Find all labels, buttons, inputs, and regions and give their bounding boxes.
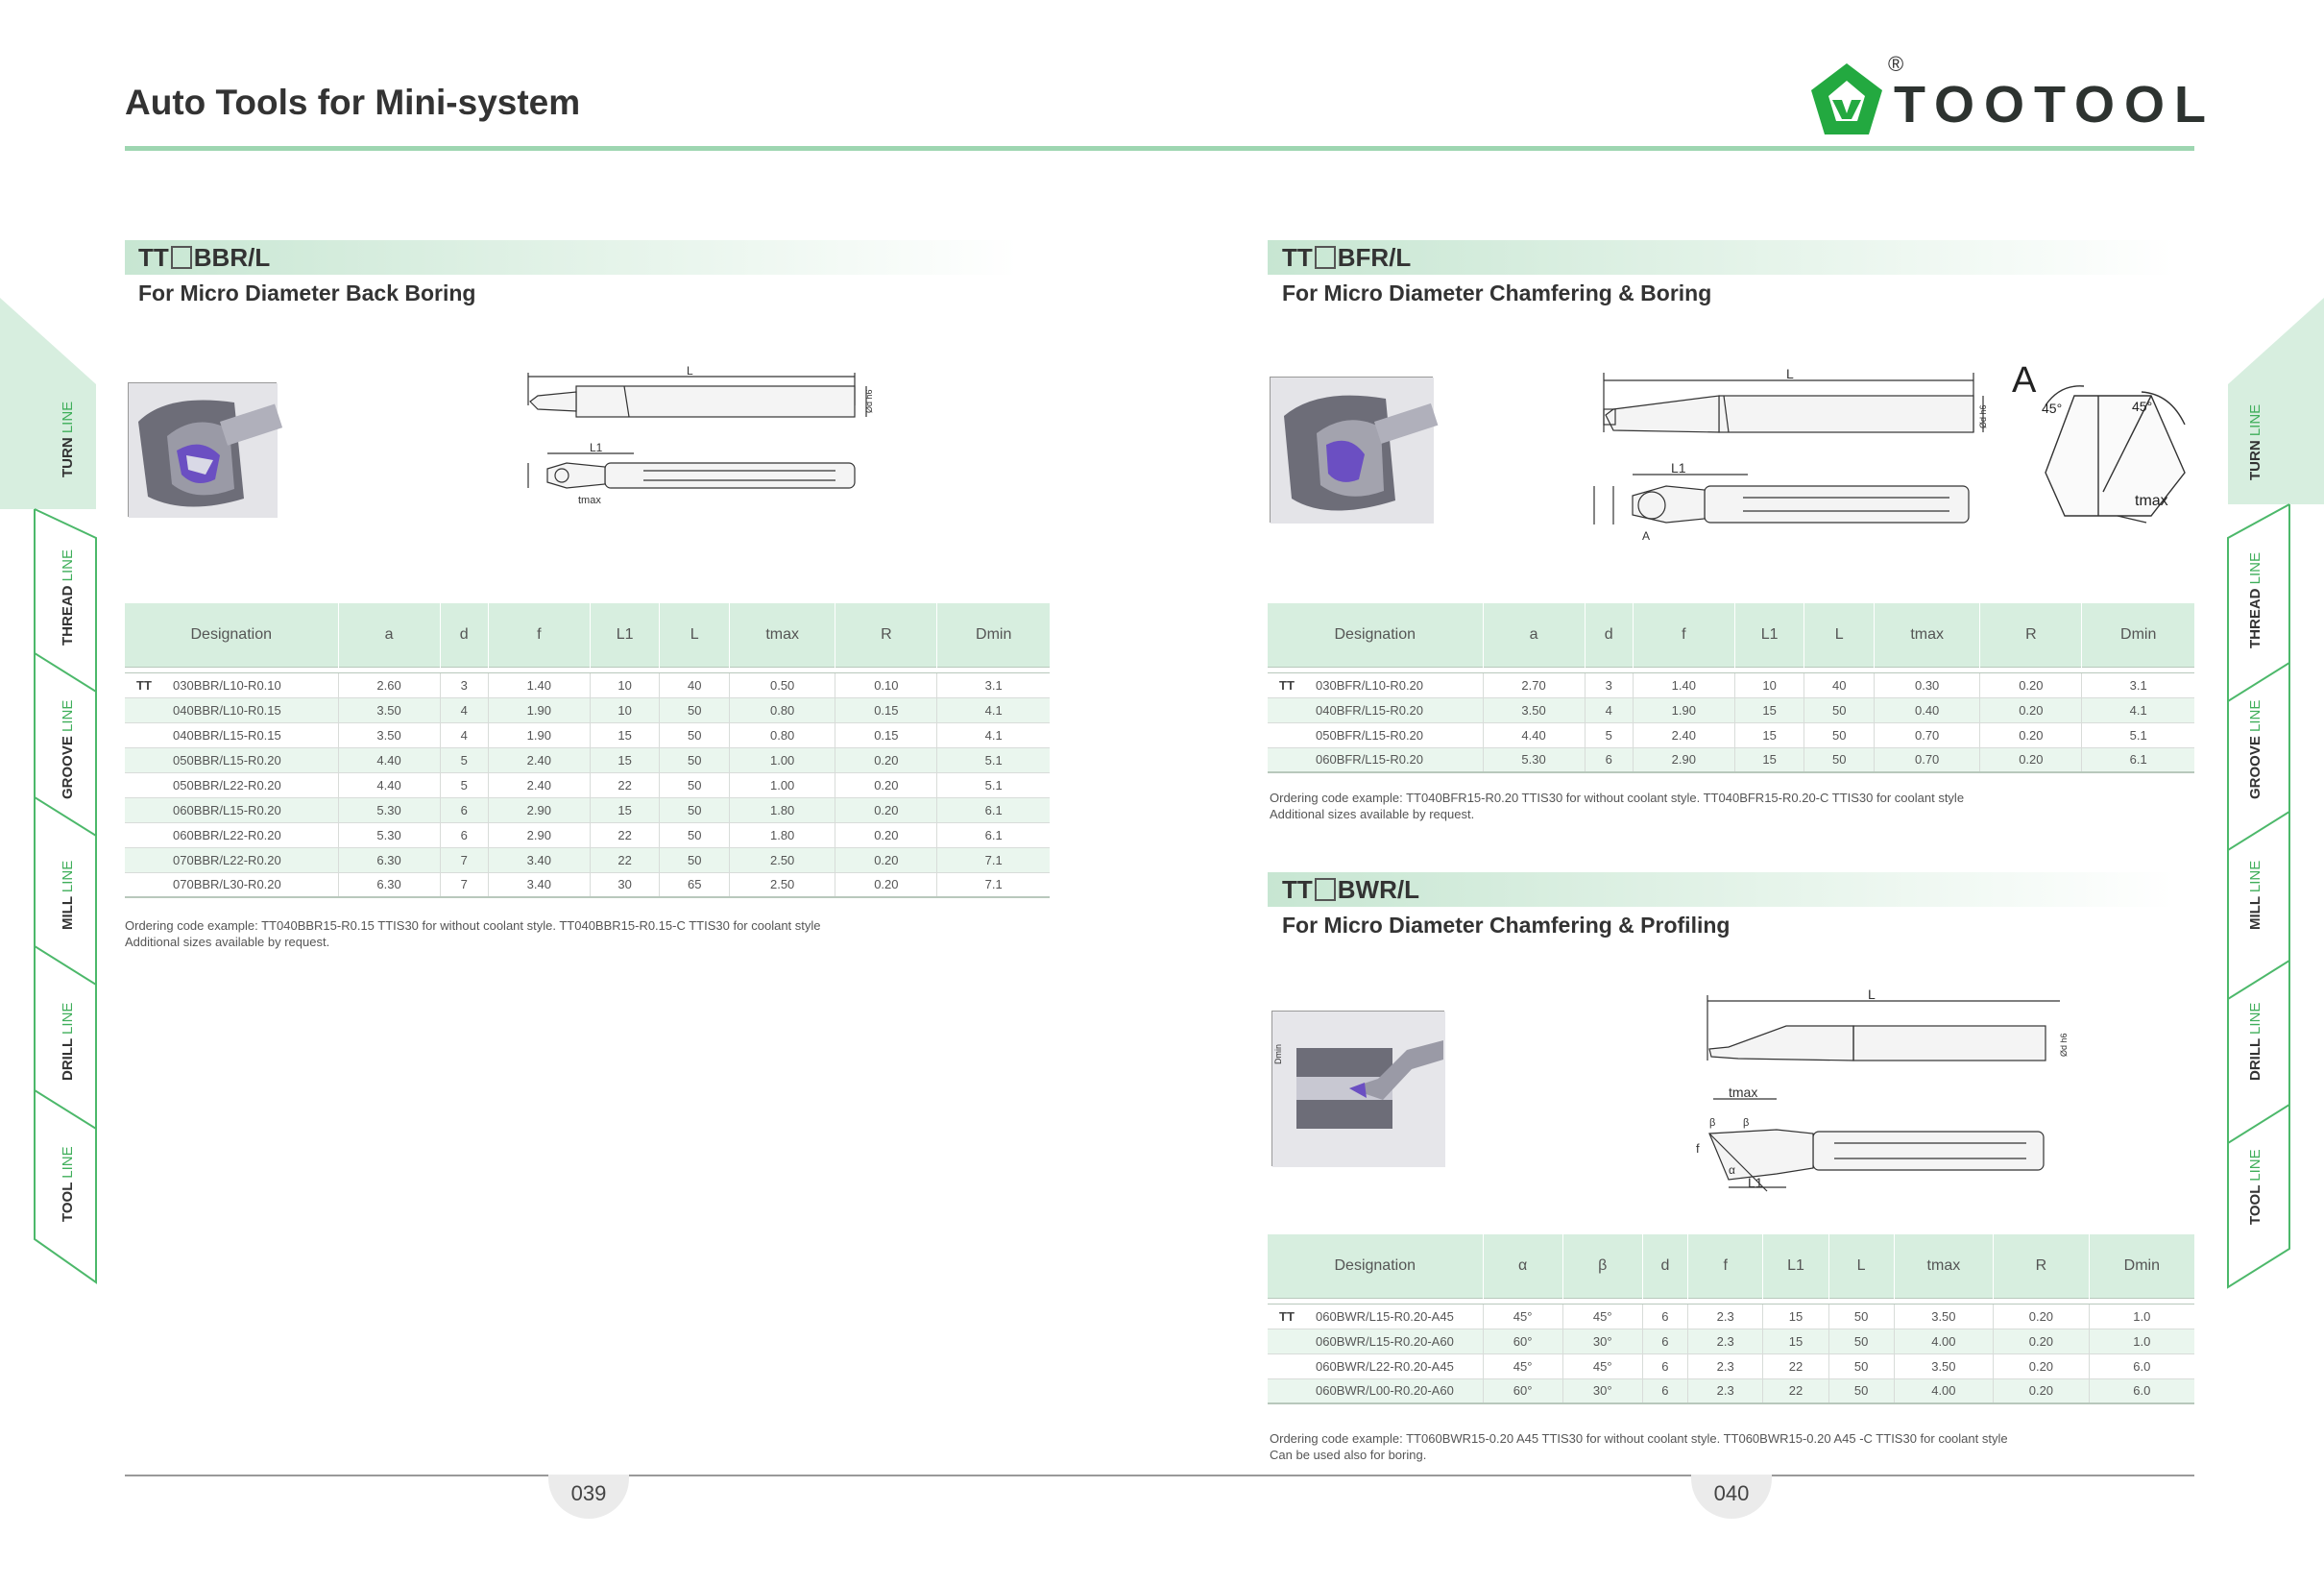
col-header: a (338, 603, 440, 667)
table-cell: 22 (590, 772, 660, 797)
table-cell: 0.70 (1875, 747, 1980, 772)
table-cell: 1.0 (2089, 1304, 2194, 1329)
table-cell: 0.20 (1994, 1378, 2090, 1403)
bwr-section-title: TT BWR/L (1282, 875, 1419, 904)
table-cell: 0.80 (730, 722, 835, 747)
bfr-detail-a-drawing (2007, 357, 2209, 530)
bbr-product-photo (128, 382, 277, 517)
designation-cell (125, 847, 338, 872)
bwr-dim-l1: L1 (1748, 1175, 1763, 1190)
table-cell: 6 (1642, 1353, 1687, 1378)
table-cell: 6 (440, 822, 488, 847)
table-cell: 1.00 (730, 747, 835, 772)
table-cell: 1.90 (488, 722, 590, 747)
table-cell: 10 (590, 697, 660, 722)
table-cell: 2.3 (1687, 1304, 1763, 1329)
table-row (125, 847, 1050, 872)
table-cell: 4 (440, 697, 488, 722)
bbr-note-line-2: Additional sizes available by request. (125, 935, 330, 949)
table-cell: 0.20 (835, 872, 937, 897)
col-header: a (1483, 603, 1585, 667)
placeholder-box-icon (171, 246, 192, 269)
col-header: L (1828, 1234, 1894, 1298)
col-header: L1 (1763, 1234, 1828, 1298)
table-row (125, 722, 1050, 747)
table-row (1268, 697, 2194, 722)
table-cell: 2.50 (730, 847, 835, 872)
table-cell: 50 (660, 747, 730, 772)
page-title: Auto Tools for Mini-system (125, 83, 581, 122)
bbr-spec-table (125, 603, 1050, 898)
table-cell: 3.40 (488, 847, 590, 872)
bfr-detail-a-label: A (2012, 360, 2037, 401)
bbr-section-subtitle: For Micro Diameter Back Boring (138, 280, 476, 305)
table-cell: 4.40 (1483, 722, 1585, 747)
col-header: R (1980, 603, 2082, 667)
table-cell: 45° (1562, 1304, 1642, 1329)
bwr-dim-alpha: α (1729, 1163, 1735, 1177)
col-header: R (1994, 1234, 2090, 1298)
table-cell: 1.40 (1633, 672, 1734, 697)
table-cell: 15 (1734, 697, 1804, 722)
bwr-dim-f: f (1696, 1141, 1700, 1156)
table-cell: 10 (1734, 672, 1804, 697)
footer-rule (125, 1475, 2194, 1476)
table-cell: 6.30 (338, 872, 440, 897)
bwr-note-line-1: Ordering code example: TT060BWR15-0.20 A45 TTIS30 for without coolant style. TT060BWR15-0.20 A45 -C TTIS30 for coolant style (1270, 1431, 2008, 1446)
col-header: Designation (125, 603, 338, 667)
designation-cell (125, 722, 338, 747)
bfr-angle-1: 45° (2042, 401, 2063, 416)
table-cell: 6.0 (2089, 1353, 2194, 1378)
table-cell: 0.20 (1994, 1304, 2090, 1329)
table-cell: 50 (1828, 1378, 1894, 1403)
bfr-section-subtitle: For Micro Diameter Chamfering & Boring (1282, 280, 1712, 305)
table-cell: 6 (1642, 1329, 1687, 1353)
table-cell: 4.1 (937, 722, 1050, 747)
bfr-note-line-2: Additional sizes available by request. (1270, 807, 1475, 821)
designation-code: 060BWR/L15-R0.20-A60 (1316, 1333, 1454, 1349)
left-side-tabs (0, 0, 106, 1306)
table-cell: 5 (440, 772, 488, 797)
designation-cell (125, 797, 338, 822)
table-cell: 60° (1483, 1378, 1562, 1403)
table-cell: 50 (660, 797, 730, 822)
table-row (125, 797, 1050, 822)
table-cell: 22 (1763, 1353, 1828, 1378)
col-header: f (1633, 603, 1734, 667)
bwr-technical-drawing (1671, 987, 2069, 1191)
table-cell: 10 (590, 672, 660, 697)
placeholder-box-icon (1315, 246, 1336, 269)
table-cell: 22 (590, 847, 660, 872)
bwr-section-subtitle: For Micro Diameter Chamfering & Profiling (1282, 913, 1731, 938)
table-cell: 30° (1562, 1329, 1642, 1353)
designation-cell (125, 747, 338, 772)
table-cell: 0.15 (835, 722, 937, 747)
table-cell: 22 (590, 822, 660, 847)
designation-code: 060BFR/L15-R0.20 (1316, 752, 1424, 768)
right-side-tabs (2218, 0, 2324, 1306)
table-cell: 3 (1585, 672, 1633, 697)
table-cell: 0.15 (835, 697, 937, 722)
bfr-section-title: TT BFR/L (1282, 243, 1412, 272)
designation-cell (125, 822, 338, 847)
designation-code: 040BFR/L15-R0.20 (1316, 702, 1424, 718)
designation-code: 050BBR/L15-R0.20 (173, 752, 281, 768)
table-cell: 6 (1585, 747, 1633, 772)
col-header: tmax (1894, 1234, 1993, 1298)
designation-cell (1268, 747, 1483, 772)
table-cell: 5.1 (937, 772, 1050, 797)
table-cell: 6.1 (937, 822, 1050, 847)
table-cell: 6.30 (338, 847, 440, 872)
table-row (1268, 1329, 2194, 1353)
side-tab-turn-left[interactable]: TURN LINE (60, 401, 76, 477)
table-cell: 2.60 (338, 672, 440, 697)
table-row (1268, 1304, 2194, 1329)
bwr-photo-dmin-label: Dmin (1273, 1043, 1283, 1064)
bbr-ordering-note (125, 917, 821, 950)
table-cell: 6 (440, 797, 488, 822)
table-cell: 30 (590, 872, 660, 897)
table-cell: 4 (1585, 697, 1633, 722)
table-cell: 6.1 (937, 797, 1050, 822)
table-cell: 0.20 (835, 822, 937, 847)
placeholder-box-icon (1315, 878, 1336, 901)
side-tab-mill-right[interactable]: MILL LINE (2247, 860, 2263, 930)
designation-code: 060BBR/L22-R0.20 (173, 827, 281, 842)
table-cell: 2.70 (1483, 672, 1585, 697)
table-cell: 22 (1763, 1378, 1828, 1403)
bbr-technical-drawing (509, 363, 874, 517)
header-rule (125, 146, 2194, 151)
designation-code: 070BBR/L30-R0.20 (173, 877, 281, 892)
table-cell: 3.40 (488, 872, 590, 897)
col-header: d (1585, 603, 1633, 667)
table-cell: 15 (1763, 1304, 1828, 1329)
table-cell: 5.30 (338, 797, 440, 822)
col-header: L1 (590, 603, 660, 667)
table-cell: 0.20 (835, 772, 937, 797)
col-header: Designation (1268, 603, 1483, 667)
bwr-dim-l: L (1868, 987, 1876, 1002)
table-cell: 3.50 (1894, 1353, 1993, 1378)
table-cell: 3.50 (1894, 1304, 1993, 1329)
designation-code: 040BBR/L10-R0.15 (173, 702, 281, 718)
table-cell: 50 (1804, 722, 1875, 747)
table-cell: 2.50 (730, 872, 835, 897)
table-cell: 0.20 (1980, 722, 2082, 747)
table-cell: 1.0 (2089, 1329, 2194, 1353)
table-row (1268, 722, 2194, 747)
bwr-spec-table (1268, 1234, 2194, 1404)
table-cell: 45° (1483, 1353, 1562, 1378)
table-row (1268, 747, 2194, 772)
bwr-dim-tmax: tmax (1729, 1085, 1758, 1100)
table-cell: 1.40 (488, 672, 590, 697)
table-cell: 0.80 (730, 697, 835, 722)
designation-code: 060BWR/L15-R0.20-A45 (1316, 1308, 1454, 1324)
bwr-product-photo (1271, 1011, 1444, 1166)
table-cell: 4.40 (338, 747, 440, 772)
table-cell: 50 (1804, 697, 1875, 722)
col-header: Dmin (2082, 603, 2194, 667)
table-cell: 4 (440, 722, 488, 747)
table-cell: 1.00 (730, 772, 835, 797)
table-cell: 2.3 (1687, 1353, 1763, 1378)
table-cell: 50 (660, 697, 730, 722)
side-tab-thread-left[interactable]: THREAD LINE (60, 549, 76, 646)
table-cell: 2.3 (1687, 1378, 1763, 1403)
table-cell: 50 (660, 722, 730, 747)
table-cell: 2.3 (1687, 1329, 1763, 1353)
designation-cell (1268, 1353, 1483, 1378)
table-cell: 4.1 (2082, 697, 2194, 722)
table-cell: 60° (1483, 1329, 1562, 1353)
bbr-section-title: TT BBR/L (138, 243, 271, 272)
table-cell: 0.50 (730, 672, 835, 697)
designation-cell (125, 672, 338, 697)
table-cell: 4.00 (1894, 1378, 1993, 1403)
table-cell: 50 (1828, 1329, 1894, 1353)
page-number-left: 039 (548, 1475, 629, 1519)
table-cell: 15 (590, 722, 660, 747)
table-cell: 15 (1763, 1329, 1828, 1353)
table-cell: 4.1 (937, 697, 1050, 722)
col-header: tmax (730, 603, 835, 667)
table-cell: 0.10 (835, 672, 937, 697)
designation-cell (125, 772, 338, 797)
table-cell: 2.40 (488, 772, 590, 797)
table-cell: 65 (660, 872, 730, 897)
table-cell: 0.20 (1980, 747, 2082, 772)
table-cell: 0.20 (835, 847, 937, 872)
table-cell: 5.1 (937, 747, 1050, 772)
side-tab-turn-right[interactable]: TURN LINE (2247, 403, 2263, 480)
bfr-dim-tmax: tmax (2135, 493, 2168, 509)
table-cell: 50 (1828, 1304, 1894, 1329)
designation-code: 050BBR/L22-R0.20 (173, 777, 281, 792)
table-cell: 7.1 (937, 872, 1050, 897)
table-cell: 30° (1562, 1378, 1642, 1403)
table-cell: 1.80 (730, 822, 835, 847)
table-cell: 0.20 (1980, 697, 2082, 722)
side-tab-drill-right[interactable]: DRILL LINE (2247, 1002, 2263, 1081)
table-cell: 2.90 (488, 797, 590, 822)
table-cell: 5.1 (2082, 722, 2194, 747)
table-cell: 45° (1562, 1353, 1642, 1378)
table-cell: 15 (590, 797, 660, 822)
col-header: R (835, 603, 937, 667)
col-header: L (660, 603, 730, 667)
table-row (125, 872, 1050, 897)
table-row (125, 697, 1050, 722)
table-cell: 3 (440, 672, 488, 697)
table-cell: 0.40 (1875, 697, 1980, 722)
table-cell: 6.1 (2082, 747, 2194, 772)
designation-cell (125, 872, 338, 897)
designation-cell (125, 697, 338, 722)
table-row (125, 822, 1050, 847)
designation-code: 060BWR/L00-R0.20-A60 (1316, 1383, 1454, 1399)
bfr-ordering-note (1270, 790, 1964, 822)
table-cell: 4.00 (1894, 1329, 1993, 1353)
table-cell: 3.50 (338, 722, 440, 747)
table-cell: 0.70 (1875, 722, 1980, 747)
table-cell: 3.50 (1483, 697, 1585, 722)
bbr-dim-l1: L1 (590, 441, 603, 454)
table-cell: 7 (440, 847, 488, 872)
table-cell: 50 (660, 847, 730, 872)
table-cell: 15 (1734, 747, 1804, 772)
page-number-right: 040 (1691, 1475, 1772, 1519)
logo-mark-icon (1805, 58, 1888, 140)
designation-code: 040BBR/L15-R0.15 (173, 727, 281, 743)
designation-cell (1268, 1378, 1483, 1403)
designation-code: 060BBR/L15-R0.20 (173, 802, 281, 817)
table-cell: 15 (1734, 722, 1804, 747)
table-cell: 1.80 (730, 797, 835, 822)
col-header: α (1483, 1234, 1562, 1298)
table-cell: 0.20 (1994, 1329, 2090, 1353)
bwr-dim-beta-2: β (1743, 1117, 1750, 1129)
col-header: L (1804, 603, 1875, 667)
col-header: Dmin (2089, 1234, 2194, 1298)
table-row (1268, 1378, 2194, 1403)
tt-prefix: TT (1279, 1308, 1295, 1324)
bbr-dim-l: L (687, 364, 693, 378)
designation-cell (1268, 697, 1483, 722)
table-cell: 0.20 (835, 797, 937, 822)
table-cell: 50 (1828, 1353, 1894, 1378)
col-header: Designation (1268, 1234, 1483, 1298)
table-cell: 6.0 (2089, 1378, 2194, 1403)
table-cell: 1.90 (1633, 697, 1734, 722)
designation-code: 050BFR/L15-R0.20 (1316, 727, 1424, 743)
table-cell: 5 (440, 747, 488, 772)
table-cell: 5.30 (338, 822, 440, 847)
tt-prefix: TT (136, 677, 152, 693)
table-cell: 2.90 (1633, 747, 1734, 772)
bfr-dim-d: Ød h6 (1978, 404, 1988, 428)
registered-mark: ® (1888, 52, 1904, 76)
col-header: f (488, 603, 590, 667)
table-cell: 4.40 (338, 772, 440, 797)
table-cell: 5.30 (1483, 747, 1585, 772)
table-cell: 50 (1804, 747, 1875, 772)
table-cell: 1.90 (488, 697, 590, 722)
col-header: Dmin (937, 603, 1050, 667)
table-cell: 2.40 (1633, 722, 1734, 747)
designation-cell (1268, 672, 1483, 697)
bfr-angle-2: 45° (2132, 399, 2153, 414)
table-cell: 45° (1483, 1304, 1562, 1329)
table-cell: 50 (660, 822, 730, 847)
bbr-dim-tmax: tmax (578, 495, 601, 506)
bwr-dim-beta-1: β (1709, 1117, 1716, 1129)
table-row (125, 747, 1050, 772)
table-cell: 2.40 (488, 747, 590, 772)
table-cell: 3.1 (937, 672, 1050, 697)
col-header: d (1642, 1234, 1687, 1298)
bfr-spec-table (1268, 603, 2194, 773)
bfr-technical-drawing (1575, 363, 1988, 546)
bwr-note-line-2: Can be used also for boring. (1270, 1448, 1427, 1462)
side-tab-tool-right[interactable]: TOOL LINE (2247, 1149, 2263, 1225)
table-cell: 2.90 (488, 822, 590, 847)
designation-cell (1268, 1304, 1483, 1329)
side-tab-mill-left[interactable]: MILL LINE (60, 860, 76, 930)
table-cell: 7.1 (937, 847, 1050, 872)
designation-code: 030BBR/L10-R0.10 (173, 677, 281, 693)
bfr-dim-l: L (1786, 366, 1794, 381)
bwr-ordering-note (1270, 1430, 2008, 1463)
bfr-product-photo (1270, 377, 1433, 523)
table-cell: 5 (1585, 722, 1633, 747)
col-header: d (440, 603, 488, 667)
tt-prefix: TT (1279, 677, 1295, 693)
col-header: β (1562, 1234, 1642, 1298)
table-cell: 6 (1642, 1304, 1687, 1329)
bbr-note-line-1: Ordering code example: TT040BBR15-R0.15 TTIS30 for without coolant style. TT040BBR15-R0.15-C TTIS30 for coolant style (125, 918, 821, 933)
bbr-dim-d: Ød h6 (864, 389, 874, 413)
side-tab-groove-left[interactable]: GROOVE LINE (60, 699, 76, 799)
table-row (1268, 1353, 2194, 1378)
logo-wordmark: TOOTOOL (1894, 76, 2216, 134)
bfr-note-line-1: Ordering code example: TT040BFR15-R0.20 TTIS30 for without coolant style. TT040BFR15-R0.20-C TTIS30 for coolant style (1270, 791, 1965, 805)
designation-code: 060BWR/L22-R0.20-A45 (1316, 1358, 1454, 1374)
table-cell: 0.20 (1994, 1353, 2090, 1378)
designation-code: 030BFR/L10-R0.20 (1316, 677, 1424, 693)
table-cell: 3.1 (2082, 672, 2194, 697)
bfr-dim-l1: L1 (1671, 460, 1686, 476)
table-cell: 40 (1804, 672, 1875, 697)
table-cell: 0.20 (1980, 672, 2082, 697)
col-header: f (1687, 1234, 1763, 1298)
table-cell: 6 (1642, 1378, 1687, 1403)
side-tab-drill-left[interactable]: DRILL LINE (60, 1002, 76, 1081)
table-cell: 0.20 (835, 747, 937, 772)
tootool-logo (1805, 52, 2216, 144)
bfr-dim-a: A (1642, 529, 1651, 543)
table-row (125, 672, 1050, 697)
table-cell: 3.50 (338, 697, 440, 722)
designation-code: 070BBR/L22-R0.20 (173, 852, 281, 867)
designation-cell (1268, 722, 1483, 747)
side-tab-thread-right[interactable]: THREAD LINE (2247, 551, 2263, 648)
table-cell: 15 (590, 747, 660, 772)
table-cell: 40 (660, 672, 730, 697)
col-header: L1 (1734, 603, 1804, 667)
table-cell: 0.30 (1875, 672, 1980, 697)
side-tab-tool-left[interactable]: TOOL LINE (60, 1146, 76, 1222)
designation-cell (1268, 1329, 1483, 1353)
table-cell: 50 (660, 772, 730, 797)
table-row (1268, 672, 2194, 697)
table-cell: 7 (440, 872, 488, 897)
side-tab-groove-right[interactable]: GROOVE LINE (2247, 699, 2263, 799)
bwr-dim-d: Ød h6 (2059, 1033, 2069, 1057)
col-header: tmax (1875, 603, 1980, 667)
table-row (125, 772, 1050, 797)
